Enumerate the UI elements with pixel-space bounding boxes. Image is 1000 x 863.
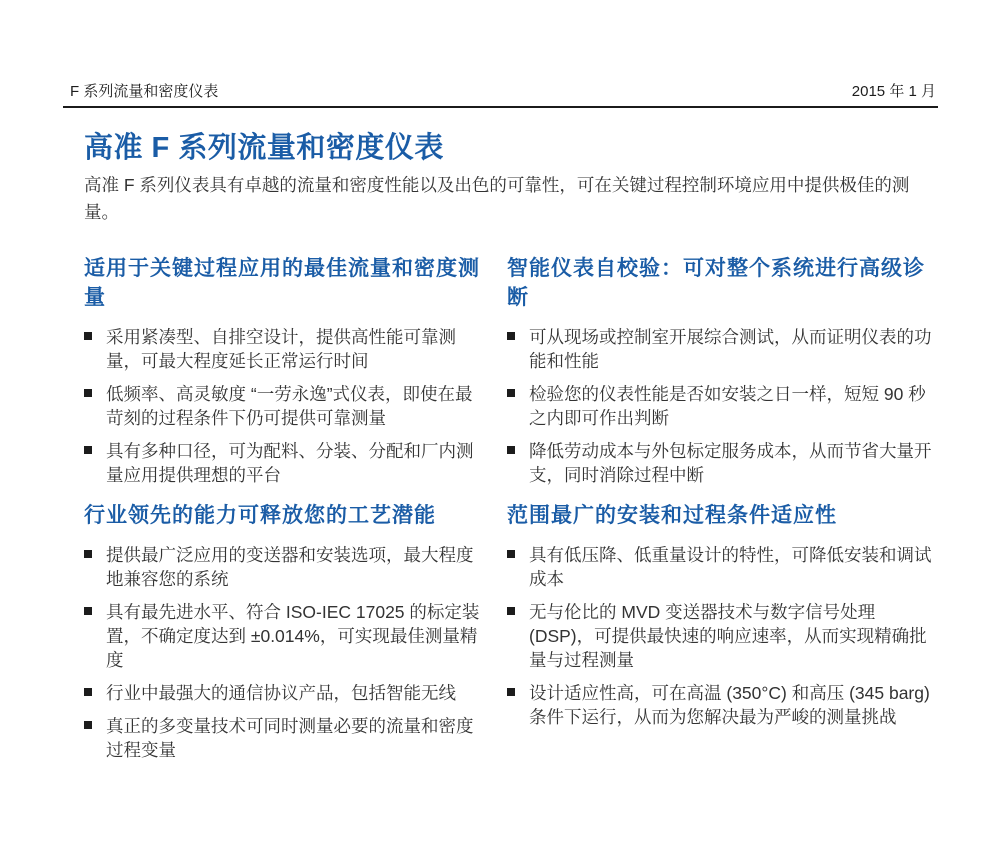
bullet-item (84, 325, 480, 373)
bullet-item (84, 714, 480, 762)
section-smart-meter-verification (507, 254, 937, 487)
square-bullet-icon (84, 446, 92, 454)
bullet-item (84, 600, 480, 672)
bullet-text: 真正的多变量技术可同时测量必要的流量和密度过程变量 (106, 716, 474, 760)
square-bullet-icon (507, 389, 515, 397)
square-bullet-icon (507, 688, 515, 696)
square-bullet-icon (84, 550, 92, 558)
bullet-item (84, 543, 480, 591)
section-industry-leading-capability (84, 501, 480, 762)
bullet-item (507, 681, 937, 729)
section-heading: 行业领先的能力可释放您的工艺潜能 (84, 504, 436, 527)
bullet-text: 无与伦比的 MVD 变送器技术与数字信号处理 (DSP)，可提供最快速的响应速率，从而实现精确批量与过程测量 (529, 602, 927, 670)
bullet-item (507, 382, 937, 430)
bullet-text: 设计适应性高，可在高温 (350°C) 和高压 (345 barg) 条件下运行，从而为您解决最为严峻的测量挑战 (529, 683, 930, 727)
bullet-list (507, 543, 937, 729)
bullet-text: 行业中最强大的通信协议产品，包括智能无线 (106, 683, 456, 703)
page-header (63, 80, 938, 101)
bullet-item (507, 325, 937, 373)
section-heading: 范围最广的安装和过程条件适应性 (507, 504, 837, 527)
bullet-list (507, 325, 937, 487)
right-column (507, 254, 937, 771)
square-bullet-icon (84, 721, 92, 729)
content (63, 131, 938, 771)
page-title: 高准 F 系列流量和密度仪表 (84, 132, 444, 164)
bullet-item (507, 439, 937, 487)
square-bullet-icon (507, 446, 515, 454)
section-heading: 适用于关键过程应用的最佳流量和密度测量 (84, 257, 480, 309)
square-bullet-icon (84, 389, 92, 397)
bullet-item (84, 439, 480, 487)
header-date: 2015 年 1 月 (851, 83, 936, 100)
bullet-text: 具有多种口径，可为配料、分装、分配和厂内测量应用提供理想的平台 (106, 441, 474, 485)
left-column (84, 254, 480, 771)
square-bullet-icon (84, 332, 92, 340)
bullet-text: 检验您的仪表性能是否如安装之日一样，短短 90 秒之内即可作出判断 (529, 384, 926, 428)
intro-paragraph: 高准 F 系列仪表具有卓越的流量和密度性能以及出色的可靠性，可在关键过程控制环境应用中提供极佳的测量。 (84, 175, 910, 222)
bullet-list (84, 543, 480, 762)
bullet-text: 降低劳动成本与外包标定服务成本，从而节省大量开支，同时消除过程中断 (529, 441, 932, 485)
bullet-item (84, 681, 480, 705)
bullet-item (84, 382, 480, 430)
bullet-text: 具有最先进水平、符合 ISO-IEC 17025 的标定装置，不确定度达到 ±0.014%，可实现最佳测量精度 (106, 602, 480, 670)
bullet-item (507, 543, 937, 591)
square-bullet-icon (507, 550, 515, 558)
square-bullet-icon (507, 332, 515, 340)
bullet-text: 采用紧凑型、自排空设计，提供高性能可靠测量，可最大程度延长正常运行时间 (106, 327, 456, 371)
section-widest-installation-adaptability (507, 501, 937, 729)
square-bullet-icon (507, 607, 515, 615)
section-best-flow-density-measurement (84, 254, 480, 487)
header-product-name: F 系列流量和密度仪表 (70, 83, 219, 100)
header-rule (63, 106, 938, 108)
square-bullet-icon (84, 688, 92, 696)
two-column-layout (84, 254, 938, 771)
bullet-text: 可从现场或控制室开展综合测试，从而证明仪表的功能和性能 (529, 327, 932, 371)
bullet-item (507, 600, 937, 672)
bullet-list (84, 325, 480, 487)
section-heading: 智能仪表自校验：可对整个系统进行高级诊断 (507, 257, 925, 309)
bullet-text: 提供最广泛应用的变送器和安装选项，最大程度地兼容您的系统 (106, 545, 474, 589)
bullet-text: 具有低压降、低重量设计的特性，可降低安装和调试成本 (529, 545, 932, 589)
square-bullet-icon (84, 607, 92, 615)
bullet-text: 低频率、高灵敏度 “一劳永逸”式仪表，即使在最苛刻的过程条件下仍可提供可靠测量 (106, 384, 473, 428)
